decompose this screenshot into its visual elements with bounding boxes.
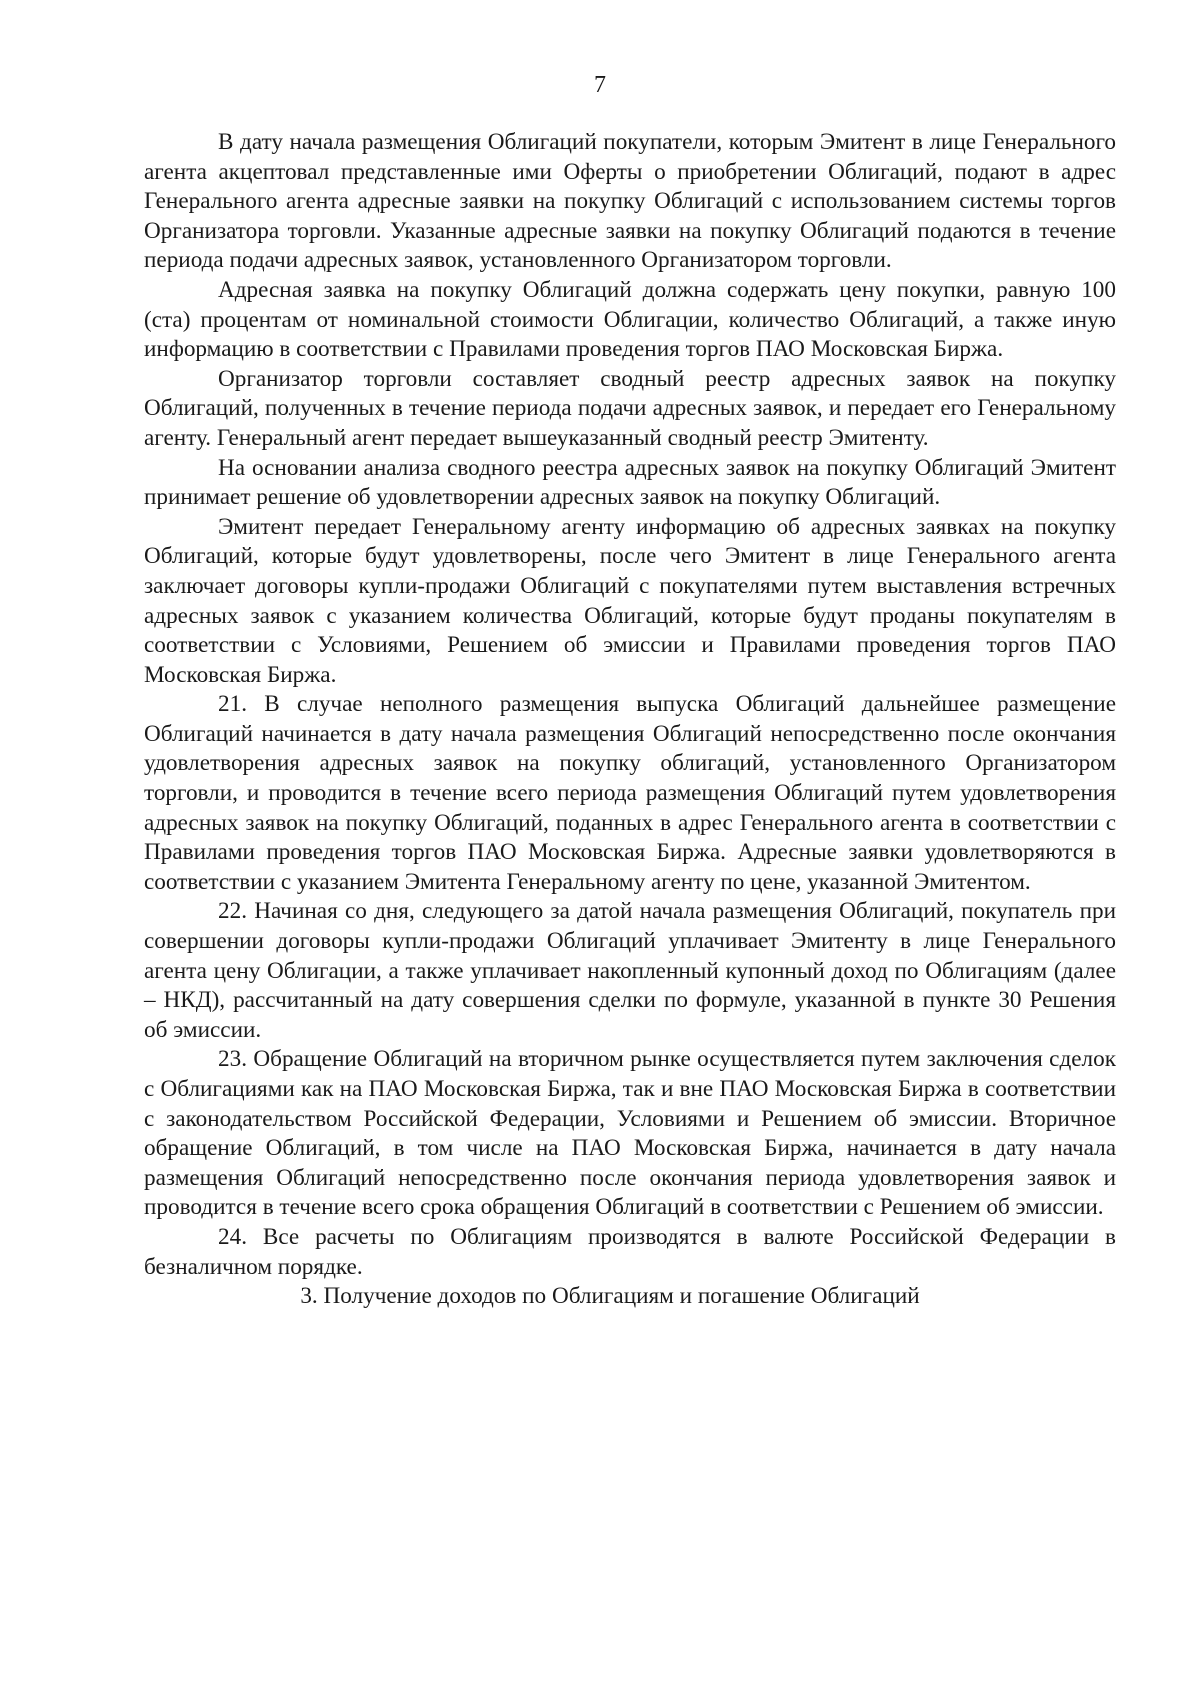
- paragraph-address-bid: Адресная заявка на покупку Облигаций должна содержать цену покупки, равную 100 (ста) процентам от номинальной стоимости Облигации, количество Облигаций, а также иную информацию в соответствии с Правилами проведения торгов ПАО Московская Биржа.: [144, 276, 1116, 363]
- paragraph-bid-register: Организатор торговли составляет сводный реестр адресных заявок на покупку Облигаций, полученных в течение периода подачи адресных заявок, и передает его Генеральному агенту. Генеральный агент передает вышеуказанный сводный реестр Эмитенту.: [144, 365, 1116, 451]
- paragraph-issuer-decision: На основании анализа сводного реестра адресных заявок на покупку Облигаций Эмитент принимает решение об удовлетворении адресных заявок на покупку Облигаций.: [144, 454, 1116, 511]
- paragraph-item-23: 23. Обращение Облигаций на вторичном рынке осуществляется путем заключения сделок с Облигациями как на ПАО Московская Биржа, так и вне ПАО Московская Биржа в соответствии с законодательством Российской Федерации, Условиями и Решением об эмиссии. Вторичное обращение Облигаций, в том числе на ПАО Московская Биржа, начинается в дату начала размещения Облигаций непосредственно после окончания периода удовлетворения заявок и проводится в течение всего срока обращения Облигаций в соответствии с Решением об эмиссии.: [144, 1046, 1116, 1221]
- paragraph-placement-date: В дату начала размещения Облигаций покупатели, которым Эмитент в лице Генерального агента акцептовал представленные ими Оферты о приобретении Облигаций, подают в адрес Генерального агента адресные заявки на покупку Облигаций с использованием системы торгов Организатора торговли. Указанные адресные заявки на покупку Облигаций подаются в течение периода подачи адресных заявок, установленного Организатором торговли.: [144, 129, 1116, 274]
- page-number: 7: [594, 72, 606, 98]
- paragraph-item-22: 22. Начиная со дня, следующего за датой начала размещения Облигаций, покупатель при совершении договоры купли-продажи Облигаций уплачивает Эмитенту в лице Генерального агента цену Облигации, а также уплачивает накопленный купонный доход по Облигациям (далее – НКД), рассчитанный на дату совершения сделки по формуле, указанной в пункте 30 Решения об эмиссии.: [144, 898, 1116, 1043]
- section-heading: 3. Получение доходов по Облигациям и погашение Облигаций: [300, 1283, 920, 1310]
- paragraph-item-21: 21. В случае неполного размещения выпуска Облигаций дальнейшее размещение Облигаций начинается в дату начала размещения Облигаций непосредственно после окончания удовлетворения адресных заявок на покупку облигаций, установленного Организатором торговли, и проводится в течение всего периода размещения Облигаций путем удовлетворения адресных заявок на покупку Облигаций, поданных в адрес Генерального агента в соответствии с Правилами проведения торгов ПАО Московская Биржа. Адресные заявки удовлетворяются в соответствии с указанием Эмитента Генеральному агенту по цене, указанной Эмитентом.: [144, 691, 1116, 895]
- document-body: [144, 128, 1116, 1312]
- paragraph-sale-contracts: Эмитент передает Генеральному агенту информацию об адресных заявках на покупку Облигаций, которые будут удовлетворены, после чего Эмитент в лице Генерального агента заключает договоры купли-продажи Облигаций с покупателями путем выставления встречных адресных заявок с указанием количества Облигаций, которые будут проданы покупателям в соответствии с Условиями, Решением об эмиссии и Правилами проведения торгов ПАО Московская Биржа.: [144, 513, 1116, 688]
- paragraph-item-24: 24. Все расчеты по Облигациям производятся в валюте Российской Федерации в безналичном порядке.: [144, 1223, 1116, 1280]
